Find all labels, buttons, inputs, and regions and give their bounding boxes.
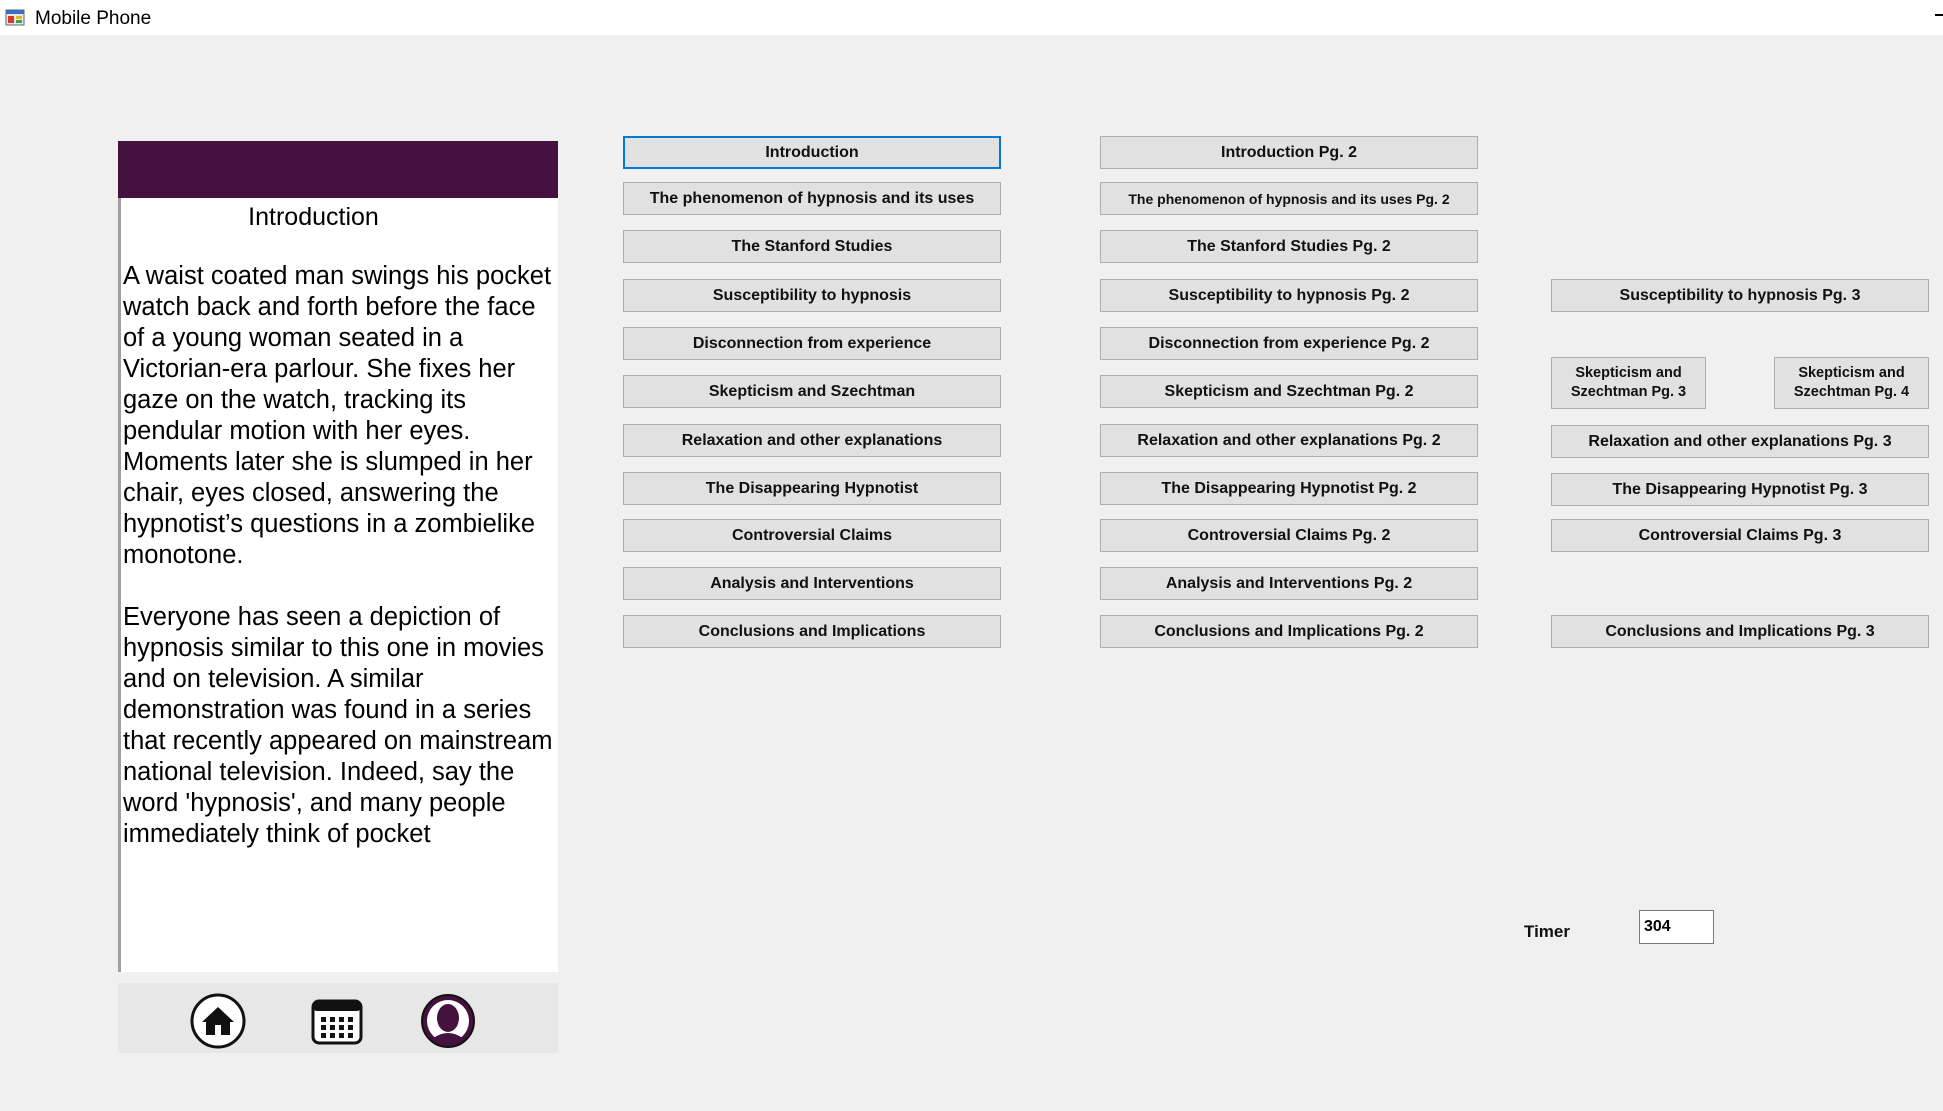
section-button-phenomenon-pg2[interactable]: The phenomenon of hypnosis and its uses Pg. 2: [1100, 182, 1478, 215]
section-button-controversial-pg2[interactable]: Controversial Claims Pg. 2: [1100, 519, 1478, 552]
section-button-skepticism-pg3[interactable]: Skepticism and Szechtman Pg. 3: [1551, 357, 1706, 409]
calendar-icon[interactable]: [309, 993, 365, 1049]
section-button-susceptibility-pg2[interactable]: Susceptibility to hypnosis Pg. 2: [1100, 279, 1478, 312]
phone-content: [123, 261, 555, 881]
content-paragraph: A waist coated man swings his pocket watch back and forth before the face of a young woman seated in a Victorian-era parlour. She fixes her gaze on the watch, tracking its pendular motion with her eyes. Moments later she is slumped in her chair, eyes closed, answering the hypnotist’s questions in a zombielike monotone.: [123, 262, 552, 569]
section-button-stanford[interactable]: The Stanford Studies: [623, 230, 1001, 263]
phone-header-bar: [118, 141, 558, 198]
section-button-skepticism-pg2[interactable]: Skepticism and Szechtman Pg. 2: [1100, 375, 1478, 408]
section-button-susceptibility[interactable]: Susceptibility to hypnosis: [623, 279, 1001, 312]
section-button-analysis[interactable]: Analysis and Interventions: [623, 567, 1001, 600]
phone-screen: [118, 198, 558, 972]
section-button-disappearing-pg3[interactable]: The Disappearing Hypnotist Pg. 3: [1551, 473, 1929, 506]
section-button-relaxation-pg2[interactable]: Relaxation and other explanations Pg. 2: [1100, 424, 1478, 457]
section-button-relaxation[interactable]: Relaxation and other explanations: [623, 424, 1001, 457]
section-button-stanford-pg2[interactable]: The Stanford Studies Pg. 2: [1100, 230, 1478, 263]
section-button-controversial[interactable]: Controversial Claims: [623, 519, 1001, 552]
section-button-relaxation-pg3[interactable]: Relaxation and other explanations Pg. 3: [1551, 425, 1929, 458]
section-button-disappearing-pg2[interactable]: The Disappearing Hypnotist Pg. 2: [1100, 472, 1478, 505]
section-button-disappearing[interactable]: The Disappearing Hypnotist: [623, 472, 1001, 505]
section-button-conclusions[interactable]: Conclusions and Implications: [623, 615, 1001, 648]
app-window-icon: [5, 7, 25, 27]
section-button-skepticism[interactable]: Skepticism and Szechtman: [623, 375, 1001, 408]
section-button-disconnection[interactable]: Disconnection from experience: [623, 327, 1001, 360]
section-button-phenomenon[interactable]: The phenomenon of hypnosis and its uses: [623, 182, 1001, 215]
section-button-conclusions-pg2[interactable]: Conclusions and Implications Pg. 2: [1100, 615, 1478, 648]
section-button-controversial-pg3[interactable]: Controversial Claims Pg. 3: [1551, 519, 1929, 552]
section-button-analysis-pg2[interactable]: Analysis and Interventions Pg. 2: [1100, 567, 1478, 600]
section-button-skepticism-pg4[interactable]: Skepticism and Szechtman Pg. 4: [1774, 357, 1929, 409]
section-button-disconnection-pg2[interactable]: Disconnection from experience Pg. 2: [1100, 327, 1478, 360]
home-icon[interactable]: [190, 993, 246, 1049]
section-button-introduction-pg2[interactable]: Introduction Pg. 2: [1100, 136, 1478, 169]
minimize-button[interactable]: [1931, 2, 1943, 22]
phone-nav-bar: [118, 983, 558, 1053]
section-button-susceptibility-pg3[interactable]: Susceptibility to hypnosis Pg. 3: [1551, 279, 1929, 312]
window-titlebar: [0, 0, 1943, 35]
phone-page-title: Introduction: [248, 203, 379, 231]
profile-icon[interactable]: [420, 993, 476, 1049]
section-button-introduction[interactable]: Introduction: [623, 136, 1001, 169]
timer-label: Timer: [1524, 922, 1570, 941]
window-title: Mobile Phone: [35, 8, 152, 29]
timer-input[interactable]: [1639, 910, 1714, 944]
content-paragraph: Everyone has seen a depiction of hypnosis similar to this one in movies and on television. A similar demonstration was found in a series that recently appeared on mainstream national television. Indeed, say the word 'hypnosis', and many people immediately think of pocket: [123, 603, 553, 848]
section-button-conclusions-pg3[interactable]: Conclusions and Implications Pg. 3: [1551, 615, 1929, 648]
